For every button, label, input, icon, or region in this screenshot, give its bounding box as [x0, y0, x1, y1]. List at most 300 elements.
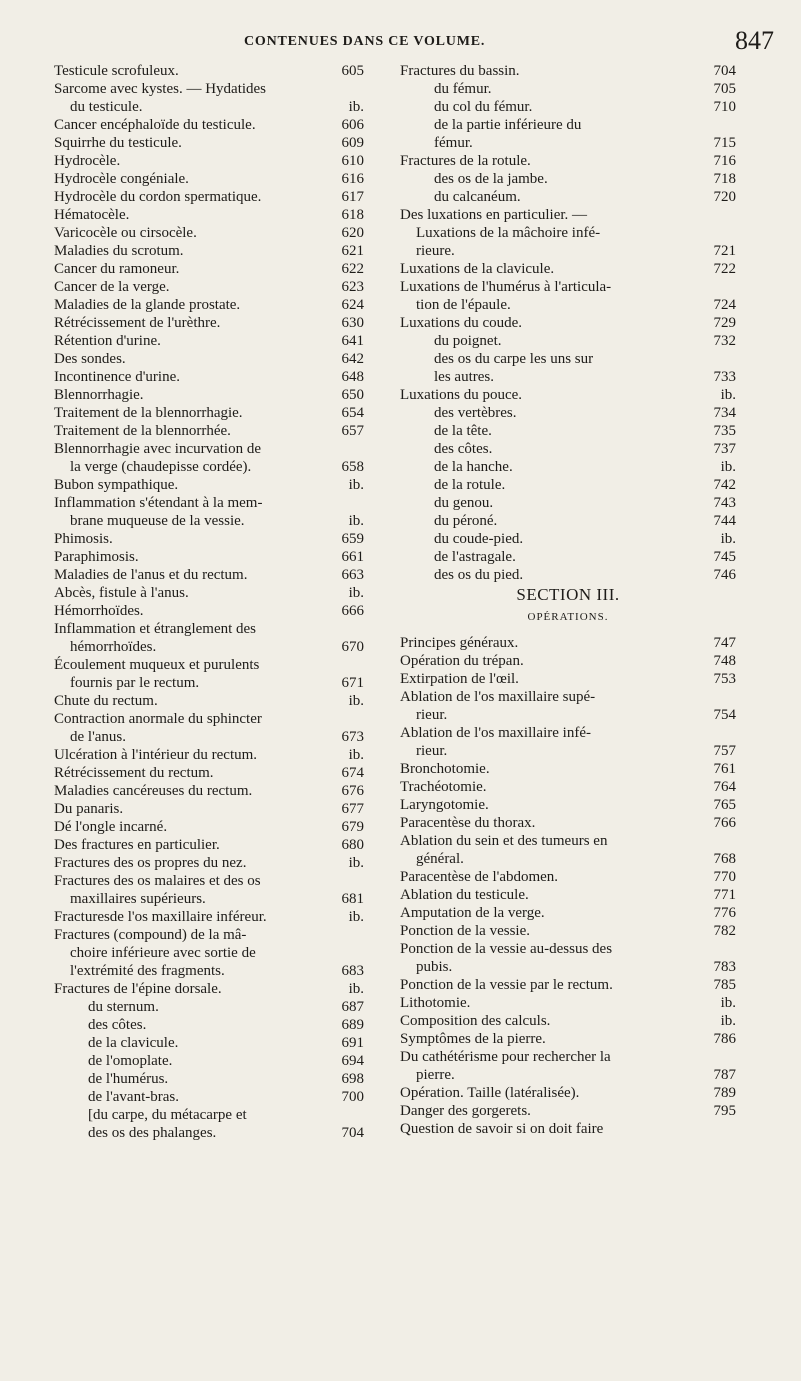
toc-entry [54, 1106, 364, 1124]
toc-entry [54, 80, 364, 98]
toc-entry-page: 733 [713, 369, 736, 385]
toc-entry-page: 630 [341, 315, 364, 331]
section-title: SECTION III. [516, 585, 620, 604]
toc-entry-text: de la tête. [434, 423, 492, 439]
toc-entry-text: de l'avant-bras. [88, 1089, 179, 1105]
toc-entry-text: Ablation du sein et des tumeurs en [400, 833, 608, 849]
toc-entry-text: Inflammation s'étendant à la mem- [54, 495, 263, 511]
toc-entry-text: Ablation de l'os maxillaire supé- [400, 689, 596, 705]
toc-entry-page: 663 [341, 567, 364, 583]
toc-entry [54, 134, 364, 152]
left-column [54, 62, 364, 1142]
toc-entry-text: [du carpe, du métacarpe et [88, 1107, 247, 1123]
toc-entry [400, 904, 736, 922]
toc-entry-page: 785 [713, 977, 736, 993]
fractures-luxations-list [400, 62, 736, 584]
toc-entry-page: ib. [348, 981, 364, 997]
toc-entry [54, 368, 364, 386]
toc-entry-page: 616 [341, 171, 364, 187]
toc-entry-text: Extirpation de l'œil. [400, 671, 519, 687]
toc-entry-page: 735 [713, 423, 736, 439]
toc-entry-text: de l'astragale. [434, 549, 516, 565]
toc-entry [400, 98, 736, 116]
toc-entry [54, 890, 364, 908]
toc-entry [400, 206, 736, 224]
toc-entry [54, 1124, 364, 1142]
toc-entry-text: Opération. Taille (latéralisée). [400, 1085, 580, 1101]
toc-entry [400, 940, 736, 958]
toc-entry-page: 720 [713, 189, 736, 205]
toc-entry-page: 605 [341, 63, 364, 79]
toc-entry-text: Hémorrhoïdes. [54, 603, 144, 619]
toc-entry-text: Contraction anormale du sphincter [54, 711, 262, 727]
toc-entry-text: Lithotomie. [400, 995, 471, 1011]
toc-entry [54, 152, 364, 170]
toc-entry-page: 658 [341, 459, 364, 475]
toc-entry-text: Phimosis. [54, 531, 113, 547]
toc-entry-text: du col du fémur. [434, 99, 533, 115]
toc-entry-text: Laryngotomie. [400, 797, 489, 813]
toc-entry-page: 661 [341, 549, 364, 565]
toc-entry-text: Luxations du coude. [400, 315, 523, 331]
toc-entry-page: 734 [713, 405, 736, 421]
toc-entry [54, 746, 364, 764]
toc-entry [400, 422, 736, 440]
toc-entry-text: rieure. [416, 243, 455, 259]
toc-entry-page: 744 [713, 513, 736, 529]
toc-entry [54, 836, 364, 854]
toc-entry-text: Ponction de la vessie. [400, 923, 530, 939]
toc-entry-text: Maladies de la glande prostate. [54, 297, 241, 313]
toc-entry-page: 765 [713, 797, 736, 813]
toc-entry-page: 624 [341, 297, 364, 313]
page-header [64, 26, 774, 54]
toc-entry-page: 724 [713, 297, 736, 313]
toc-entry-page: 745 [713, 549, 736, 565]
toc-entry-page: 650 [341, 387, 364, 403]
toc-entry-page: 761 [713, 761, 736, 777]
toc-entry-text: Ponction de la vessie par le rectum. [400, 977, 613, 993]
toc-entry [400, 634, 736, 652]
toc-entry [400, 494, 736, 512]
toc-entry-page: ib. [720, 387, 736, 403]
toc-entry-page: 681 [341, 891, 364, 907]
toc-entry-text: pierre. [416, 1067, 455, 1083]
toc-entry [54, 872, 364, 890]
toc-entry-page: 747 [713, 635, 736, 651]
toc-entry [400, 742, 736, 760]
toc-entry [54, 260, 364, 278]
toc-entry-text: Fractures du bassin. [400, 63, 520, 79]
toc-entry-page: 795 [713, 1103, 736, 1119]
toc-entry-text: Du panaris. [54, 801, 124, 817]
toc-entry-page: 674 [341, 765, 364, 781]
toc-entry [400, 1102, 736, 1120]
toc-entry [54, 584, 364, 602]
toc-entry [54, 278, 364, 296]
toc-entry-text: Luxations du pouce. [400, 387, 523, 403]
toc-entry [54, 188, 364, 206]
toc-entry-page: 623 [341, 279, 364, 295]
toc-entry [54, 422, 364, 440]
toc-entry [400, 170, 736, 188]
toc-entry [54, 620, 364, 638]
toc-entry-page: 657 [341, 423, 364, 439]
toc-entry [400, 314, 736, 332]
toc-entry [54, 1088, 364, 1106]
toc-entry-text: Rétention d'urine. [54, 333, 161, 349]
toc-entry [54, 602, 364, 620]
toc-entry-page: ib. [720, 995, 736, 1011]
toc-entry [400, 922, 736, 940]
toc-entry-text: du fémur. [434, 81, 492, 97]
toc-entry [54, 818, 364, 836]
toc-entry-page: 757 [713, 743, 736, 759]
toc-entry-page: 753 [713, 671, 736, 687]
toc-entry-page: 771 [713, 887, 736, 903]
toc-entry-text: brane muqueuse de la vessie. [70, 513, 245, 529]
toc-entry [54, 494, 364, 512]
toc-entry [400, 458, 736, 476]
toc-entry-text: Maladies cancéreuses du rectum. [54, 783, 253, 799]
toc-entry [400, 80, 736, 98]
toc-entry-page: ib. [720, 531, 736, 547]
toc-entry-text: Cancer de la verge. [54, 279, 170, 295]
toc-entry-page: 705 [713, 81, 736, 97]
toc-entry-page: 704 [713, 63, 736, 79]
toc-entry-page: 691 [341, 1035, 364, 1051]
toc-entry-page: 698 [341, 1071, 364, 1087]
toc-entry [400, 832, 736, 850]
toc-entry [54, 512, 364, 530]
toc-entry-text: des os des phalanges. [88, 1125, 217, 1141]
toc-entry-page: 606 [341, 117, 364, 133]
toc-entry-page: 654 [341, 405, 364, 421]
toc-entry-text: Trachéotomie. [400, 779, 487, 795]
toc-entry-page: 659 [341, 531, 364, 547]
toc-entry-page: 621 [341, 243, 364, 259]
toc-entry [54, 116, 364, 134]
toc-entry-page: 776 [713, 905, 736, 921]
toc-entry-text: fémur. [434, 135, 473, 151]
toc-entry-page: 704 [341, 1125, 364, 1141]
toc-entry [400, 224, 736, 242]
toc-entry-text: Cancer encéphaloïde du testicule. [54, 117, 256, 133]
toc-entry-page: 722 [713, 261, 736, 277]
toc-entry [400, 332, 736, 350]
toc-entry-text: fournis par le rectum. [70, 675, 200, 691]
toc-entry-text: du genou. [434, 495, 494, 511]
toc-entry-page: 610 [341, 153, 364, 169]
toc-entry-page: 622 [341, 261, 364, 277]
toc-entry-text: Rétrécissement du rectum. [54, 765, 214, 781]
toc-entry [400, 260, 736, 278]
toc-entry [400, 814, 736, 832]
running-title: CONTENUES DANS CE VOLUME. [244, 34, 486, 49]
toc-entry-text: Squirrhe du testicule. [54, 135, 182, 151]
toc-entry [54, 314, 364, 332]
toc-entry [400, 548, 736, 566]
toc-entry [400, 242, 736, 260]
toc-entry-page: 666 [341, 603, 364, 619]
toc-entry-page: 768 [713, 851, 736, 867]
toc-entry [400, 278, 736, 296]
toc-entry [54, 926, 364, 944]
toc-entry-text: Paraphimosis. [54, 549, 139, 565]
toc-entry-text: Ulcération à l'intérieur du rectum. [54, 747, 258, 763]
toc-entry-text: du calcanéum. [434, 189, 521, 205]
toc-entry-text: rieur. [416, 743, 448, 759]
toc-entry-text: Composition des calculs. [400, 1013, 551, 1029]
toc-entry-text: Bronchotomie. [400, 761, 490, 777]
toc-entry-text: Incontinence d'urine. [54, 369, 180, 385]
toc-entry-text: des côtes. [434, 441, 493, 457]
toc-entry-page: 737 [713, 441, 736, 457]
toc-entry-text: de la hanche. [434, 459, 513, 475]
toc-entry-text: les autres. [434, 369, 494, 385]
toc-entry [54, 674, 364, 692]
toc-entry [54, 404, 364, 422]
toc-entry-text: Fractures de l'épine dorsale. [54, 981, 222, 997]
toc-entry [54, 566, 364, 584]
toc-entry-text: l'extrémité des fragments. [70, 963, 225, 979]
toc-entry [54, 908, 364, 926]
toc-entry-text: de l'humérus. [88, 1071, 169, 1087]
toc-entry-page: ib. [348, 693, 364, 709]
toc-entry-text: de la clavicule. [88, 1035, 179, 1051]
toc-entry-page: 617 [341, 189, 364, 205]
toc-entry-page: 770 [713, 869, 736, 885]
toc-entry-text: rieur. [416, 707, 448, 723]
toc-entry [54, 692, 364, 710]
toc-entry [400, 350, 736, 368]
toc-entry [400, 62, 736, 80]
toc-entry-text: Luxations de l'humérus à l'articula- [400, 279, 612, 295]
toc-entry [54, 1052, 364, 1070]
toc-entry-page: 783 [713, 959, 736, 975]
toc-entry-page: ib. [348, 513, 364, 529]
toc-entry [400, 386, 736, 404]
toc-entry [400, 796, 736, 814]
toc-entry-page: ib. [720, 1013, 736, 1029]
toc-entry-text: Hydrocèle congéniale. [54, 171, 189, 187]
toc-entry-page: 743 [713, 495, 736, 511]
toc-entry [54, 206, 364, 224]
toc-entry-text: des os du carpe les uns sur [434, 351, 594, 367]
toc-entry [54, 944, 364, 962]
toc-entry-text: du coude-pied. [434, 531, 524, 547]
toc-entry [54, 242, 364, 260]
toc-entry [54, 710, 364, 728]
toc-entry-page: 748 [713, 653, 736, 669]
toc-entry-page: ib. [348, 585, 364, 601]
page-number: 847 [735, 26, 774, 55]
toc-entry-text: Bubon sympathique. [54, 477, 179, 493]
toc-entry-page: 673 [341, 729, 364, 745]
toc-entry-page: 683 [341, 963, 364, 979]
toc-entry-text: Dé l'ongle incarné. [54, 819, 168, 835]
toc-entry-page: 742 [713, 477, 736, 493]
toc-entry-text: Hydrocèle du cordon spermatique. [54, 189, 262, 205]
toc-entry [400, 296, 736, 314]
toc-entry-text: Ablation du testicule. [400, 887, 529, 903]
toc-entry-text: Paracentèse du thorax. [400, 815, 536, 831]
toc-entry-text: Abcès, fistule à l'anus. [54, 585, 189, 601]
toc-entry-text: des os de la jambe. [434, 171, 548, 187]
toc-entry-text: Hydrocèle. [54, 153, 121, 169]
toc-entry-text: Cancer du ramoneur. [54, 261, 180, 277]
toc-entry-text: Traitement de la blennorrhée. [54, 423, 231, 439]
toc-entry [54, 476, 364, 494]
toc-entry [400, 850, 736, 868]
toc-entry-text: Fracturesde l'os maxillaire inféreur. [54, 909, 267, 925]
toc-entry-text: Des luxations en particulier. — [400, 207, 588, 223]
toc-entry [54, 350, 364, 368]
toc-entry-page: 687 [341, 999, 364, 1015]
toc-entry [400, 724, 736, 742]
toc-entry-text: Amputation de la verge. [400, 905, 545, 921]
toc-entry-text: Fractures de la rotule. [400, 153, 531, 169]
toc-entry-text: choire inférieure avec sortie de [70, 945, 256, 961]
toc-entry [400, 188, 736, 206]
toc-entry [400, 868, 736, 886]
toc-entry-text: tion de l'épaule. [416, 297, 511, 313]
toc-entry [54, 98, 364, 116]
toc-entry-text: Danger des gorgerets. [400, 1103, 531, 1119]
toc-entry-page: 677 [341, 801, 364, 817]
toc-entry-text: hémorrhoïdes. [70, 639, 157, 655]
toc-entry [54, 800, 364, 818]
toc-entry [400, 1048, 736, 1066]
toc-entry-text: Ponction de la vessie au-dessus des [400, 941, 613, 957]
toc-entry-text: Des sondes. [54, 351, 126, 367]
toc-entry-page: 786 [713, 1031, 736, 1047]
toc-entry-page: ib. [348, 99, 364, 115]
toc-entry [400, 760, 736, 778]
toc-entry-text: général. [416, 851, 464, 867]
toc-entry-text: de la rotule. [434, 477, 506, 493]
toc-entry [400, 476, 736, 494]
toc-entry [54, 854, 364, 872]
toc-entry-page: 787 [713, 1067, 736, 1083]
toc-entry [400, 530, 736, 548]
toc-entry [400, 1030, 736, 1048]
toc-entry-page: 754 [713, 707, 736, 723]
toc-entry-text: Écoulement muqueux et purulents [54, 657, 260, 673]
toc-entry [54, 656, 364, 674]
toc-entry-page: 642 [341, 351, 364, 367]
toc-entry-page: ib. [348, 747, 364, 763]
toc-entry-text: des côtes. [88, 1017, 147, 1033]
toc-entry-page: 732 [713, 333, 736, 349]
toc-entry-page: 618 [341, 207, 364, 223]
toc-entry [54, 1016, 364, 1034]
toc-entry [54, 170, 364, 188]
toc-entry-page: 676 [341, 783, 364, 799]
toc-entry [400, 368, 736, 386]
toc-entry [400, 886, 736, 904]
toc-entry-text: Hématocèle. [54, 207, 130, 223]
toc-entry [400, 778, 736, 796]
toc-entry-page: 715 [713, 135, 736, 151]
toc-entry [400, 152, 736, 170]
toc-entry-page: 766 [713, 815, 736, 831]
toc-entry-text: Principes généraux. [400, 635, 519, 651]
toc-entry-text: Inflammation et étranglement des [54, 621, 257, 637]
toc-entry-text: Fractures des os propres du nez. [54, 855, 247, 871]
toc-entry [400, 1120, 736, 1138]
toc-entry-text: Maladies du scrotum. [54, 243, 184, 259]
toc-entry-text: Fractures des os malaires et des os [54, 873, 261, 889]
toc-entry [54, 386, 364, 404]
toc-entry-page: 641 [341, 333, 364, 349]
toc-entry [400, 1084, 736, 1102]
toc-entry-page: ib. [348, 855, 364, 871]
toc-entry-text: Opération du trépan. [400, 653, 524, 669]
toc-entry-text: la verge (chaudepisse cordée). [70, 459, 252, 475]
toc-entry-text: du testicule. [70, 99, 143, 115]
toc-entry [400, 976, 736, 994]
toc-entry-text: du péroné. [434, 513, 498, 529]
toc-entry-text: Du cathétérisme pour rechercher la [400, 1049, 611, 1065]
toc-entry-text: Chute du rectum. [54, 693, 158, 709]
toc-entry [400, 652, 736, 670]
toc-entry-text: Blennorrhagie avec incurvation de [54, 441, 261, 457]
toc-entry-text: Paracentèse de l'abdomen. [400, 869, 559, 885]
toc-entry [54, 998, 364, 1016]
toc-entry-text: Question de savoir si on doit faire [400, 1121, 604, 1137]
toc-entry-text: de l'omoplate. [88, 1053, 173, 1069]
toc-entry [54, 1070, 364, 1088]
toc-entry [400, 134, 736, 152]
toc-entry-page: 694 [341, 1053, 364, 1069]
toc-entry [400, 706, 736, 724]
toc-entry [54, 728, 364, 746]
toc-entry-text: des vertèbres. [434, 405, 517, 421]
toc-entry-text: pubis. [416, 959, 453, 975]
toc-entry-page: 721 [713, 243, 736, 259]
toc-entry-page: ib. [348, 477, 364, 493]
toc-entry [54, 782, 364, 800]
toc-entry-page: 620 [341, 225, 364, 241]
toc-entry-page: 729 [713, 315, 736, 331]
toc-entry [400, 670, 736, 688]
toc-entry [54, 548, 364, 566]
toc-entry [54, 62, 364, 80]
toc-entry-text: Symptômes de la pierre. [400, 1031, 546, 1047]
toc-entry-page: 716 [713, 153, 736, 169]
toc-entry [54, 296, 364, 314]
toc-entry-page: ib. [348, 909, 364, 925]
toc-entry [400, 1066, 736, 1084]
toc-entry-page: 671 [341, 675, 364, 691]
toc-entry-page: 782 [713, 923, 736, 939]
toc-entry-text: Ablation de l'os maxillaire infé- [400, 725, 591, 741]
toc-entry [54, 440, 364, 458]
toc-entry [54, 224, 364, 242]
toc-entry-page: 689 [341, 1017, 364, 1033]
toc-entry [54, 764, 364, 782]
toc-entry-text: de l'anus. [70, 729, 127, 745]
toc-entry [54, 1034, 364, 1052]
toc-entry-page: 648 [341, 369, 364, 385]
toc-entry-text: Varicocèle ou cirsocèle. [54, 225, 197, 241]
toc-entry [400, 566, 736, 584]
section-subtitle: OPÉRATIONS. [527, 611, 609, 623]
toc-entry [400, 440, 736, 458]
toc-entry-page: 710 [713, 99, 736, 115]
toc-entry [400, 688, 736, 706]
